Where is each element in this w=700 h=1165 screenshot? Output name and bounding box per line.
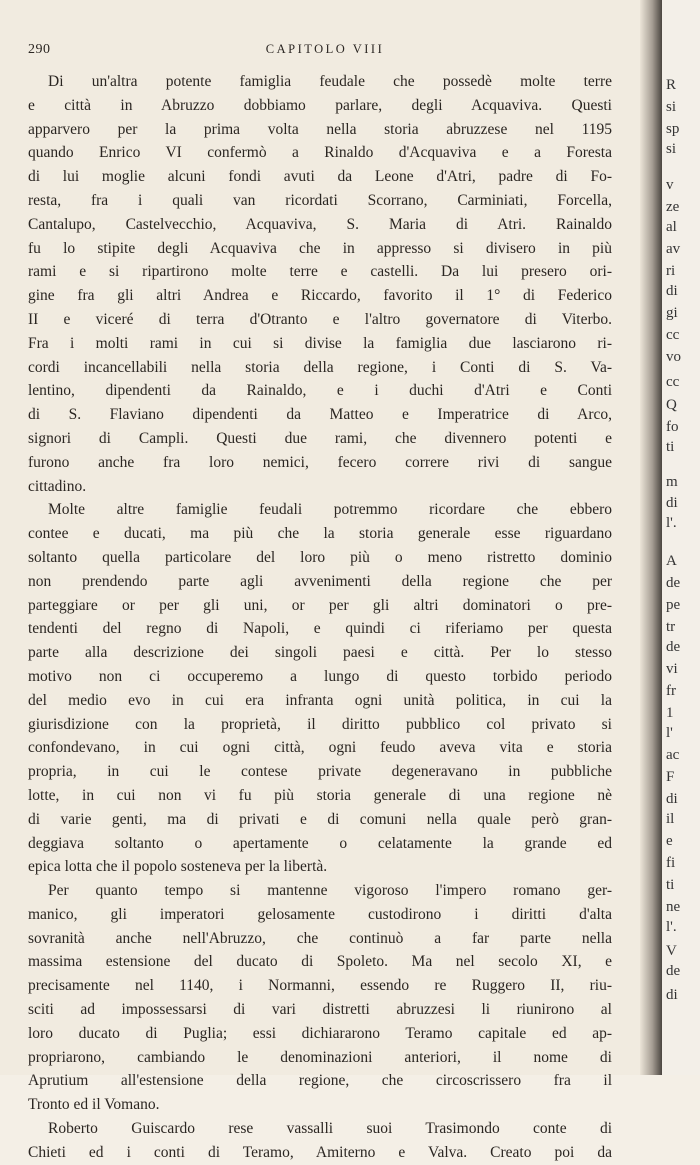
text-line: lentino, dipendenti da Rainaldo, e i duchi d'Atri e Conti: [28, 382, 612, 400]
text-line: parteggiare or per gli uni, or per gli altri dominatori o pre-: [28, 596, 612, 614]
facing-page-edge: [662, 0, 700, 1075]
text-line: cittadino.: [28, 477, 87, 495]
text-line: giurisdizione con la proprietà, il diritto pubblico col privato si: [28, 715, 612, 733]
text-line: Fra i molti rami in cui si divise la famiglia due lasciarono ri-: [28, 334, 612, 352]
text-line: non prendendo parte agli avvenimenti della regione che per: [28, 572, 612, 590]
facing-page-fragment: vi: [666, 661, 678, 677]
facing-page-fragment: gi: [666, 305, 678, 321]
text-line: apparvero per la prima volta nella storia abruzzese nel 1195: [28, 120, 612, 138]
facing-page-fragment: A: [666, 553, 677, 569]
text-line: di varie genti, ma di privati e di comuni nella quale però gran-: [28, 810, 612, 828]
facing-page-fragment: l'.: [666, 515, 677, 531]
text-line: Molte altre famiglie feudali potremmo ricordare che ebbero: [48, 501, 612, 519]
facing-page-fragment: av: [666, 241, 681, 257]
page-number: 290: [28, 42, 51, 57]
text-line: signori di Campli. Questi due rami, che divennero potenti e: [28, 429, 612, 447]
text-line: Chieti ed i conti di Teramo, Amiterno e Valva. Creato poi da: [28, 1143, 612, 1161]
facing-page-fragment: al: [666, 219, 677, 235]
running-head: CAPITOLO VIII: [265, 42, 385, 56]
facing-page-fragment: m: [666, 474, 678, 490]
facing-page-fragment: fi: [666, 855, 676, 871]
text-line: propriarono, cambiando le denominazioni anteriori, il nome di: [28, 1048, 612, 1066]
facing-page-fragment: ac: [666, 747, 680, 763]
text-line: del medio evo in cui era infranta ogni unità politica, in cui la: [28, 691, 612, 709]
facing-page-fragment: Q: [666, 397, 677, 413]
facing-page-fragment: F: [666, 769, 675, 785]
text-line: parte alla descrizione dei singoli paesi e città. Per lo stesso: [28, 644, 612, 662]
facing-page-fragment: si: [666, 141, 677, 157]
facing-page-fragment: ze: [666, 199, 680, 215]
text-line: di S. Flaviano dipendenti da Matteo e Imperatrice di Arco,: [28, 406, 612, 424]
text-line: precisamente nel 1140, i Normanni, essendo re Ruggero II, riu-: [28, 977, 612, 995]
text-line: e città in Abruzzo dobbiamo parlare, degli Acquaviva. Questi: [28, 96, 612, 114]
facing-page-fragment: v: [666, 177, 674, 193]
text-line: II e viceré di terra d'Otranto e l'altro governatore di Viterbo.: [28, 310, 612, 328]
text-line: confondevano, in cui ogni città, ogni feudo aveva vita e storia: [28, 739, 612, 757]
facing-page-fragment: R: [666, 77, 677, 93]
text-line: epica lotta che il popolo sosteneva per la libertà.: [28, 858, 328, 876]
facing-page-fragment: V: [666, 943, 677, 959]
text-line: massima estensione del ducato di Spoleto. Ma nel secolo XI, e: [28, 953, 612, 971]
text-line: gine fra gli altri Andrea e Riccardo, favorito il 1° di Federico: [28, 287, 612, 305]
text-line: Roberto Guiscardo rese vassalli suoi Trasimondo conte di: [48, 1120, 612, 1138]
text-line: Per quanto tempo si mantenne vigoroso l'impero romano ger-: [48, 882, 612, 900]
facing-page-fragment: de: [666, 639, 681, 655]
book-gutter: [640, 0, 662, 1075]
text-line: Aprutium all'estensione della regione, che circoscrissero fra il: [28, 1072, 612, 1090]
text-line: cordi incancellabili nella storia della regione, i Conti di S. Va-: [28, 358, 612, 376]
text-line: di lui moglie alcuni fondi avuti da Leone d'Atri, padre di Fo-: [28, 168, 612, 186]
text-line: rami e si ripartirono molte terre e castelli. Da lui presero ori-: [28, 263, 612, 281]
text-line: Di un'altra potente famiglia feudale che possedè molte terre: [48, 73, 612, 90]
text-line: tendenti del regno di Napoli, e quindi ci riferiamo per questa: [28, 620, 612, 638]
page-header: [28, 42, 622, 62]
text-line: deggiava soltanto o apertamente o celatamente la grande ed: [28, 834, 612, 852]
facing-page-fragment: l'.: [666, 919, 677, 935]
text-line: quando Enrico VI confermò a Rinaldo d'Acquaviva e a Foresta: [28, 144, 612, 162]
text-line: manico, gli imperatori gelosamente custodirono i diritti d'alta: [28, 905, 612, 923]
text-line: motivo non ci occuperemo a lungo di questo torbido periodo: [28, 667, 612, 685]
facing-page-fragment: ti: [666, 439, 675, 455]
facing-page-fragment: 1: [666, 705, 674, 721]
facing-page-fragment: vo: [666, 349, 681, 365]
facing-page-fragment: il: [666, 811, 675, 827]
text-line: Tronto ed il Vomano.: [28, 1096, 160, 1114]
facing-page-fragment: de: [666, 575, 681, 591]
text-line: sovranità anche nell'Abruzzo, che continuò a far parte nella: [28, 929, 612, 947]
text-line: Cantalupo, Castelvecchio, Acquaviva, S. Maria di Atri. Rainaldo: [28, 215, 612, 233]
facing-page-fragment: cc: [666, 374, 680, 390]
facing-page-fragment: di: [666, 791, 678, 807]
facing-page-fragment: si: [666, 99, 677, 115]
text-line: propria, in cui le contese private degeneravano in pubbliche: [28, 763, 612, 781]
facing-page-fragment: di: [666, 987, 678, 1003]
facing-page-fragment: ti: [666, 877, 675, 893]
facing-page-fragment: e: [666, 833, 673, 849]
facing-page-fragment: tr: [666, 619, 676, 635]
facing-page-fragment: pe: [666, 597, 681, 613]
text-line: contee e ducati, ma più che la storia generale esse riguardano: [28, 525, 612, 543]
facing-page-fragment: fo: [666, 419, 679, 435]
text-line: loro ducato di Puglia; essi dichiararono Teramo capitale ed ap-: [28, 1024, 612, 1042]
text-line: sciti ad impossessarsi di vari distretti abruzzesi li riunirono al: [28, 1001, 612, 1019]
facing-page-fragment: cc: [666, 327, 680, 343]
facing-page-fragment: ne: [666, 899, 681, 915]
facing-page-fragment: l': [666, 725, 673, 741]
facing-page-fragment: ri: [666, 263, 676, 279]
facing-page-fragment: de: [666, 963, 681, 979]
text-line: resta, fra i quali van ricordati Scorrano, Carminiati, Forcella,: [28, 191, 612, 209]
text-line: furono anche fra loro nemici, fecero correre rivi di sangue: [28, 453, 612, 471]
text-line: fu lo stipite degli Acquaviva che in appresso si divisero in più: [28, 239, 612, 257]
facing-page-fragment: di: [666, 495, 678, 511]
facing-page-fragment: fr: [666, 683, 676, 699]
facing-page-fragment: di: [666, 283, 678, 299]
body-text: [28, 70, 612, 1165]
text-line: soltanto quella particolare del loro più o meno ristretto dominio: [28, 548, 612, 566]
text-line: lotte, in cui non vi fu più storia generale di una regione nè: [28, 786, 612, 804]
facing-page-fragment: sp: [666, 121, 680, 137]
